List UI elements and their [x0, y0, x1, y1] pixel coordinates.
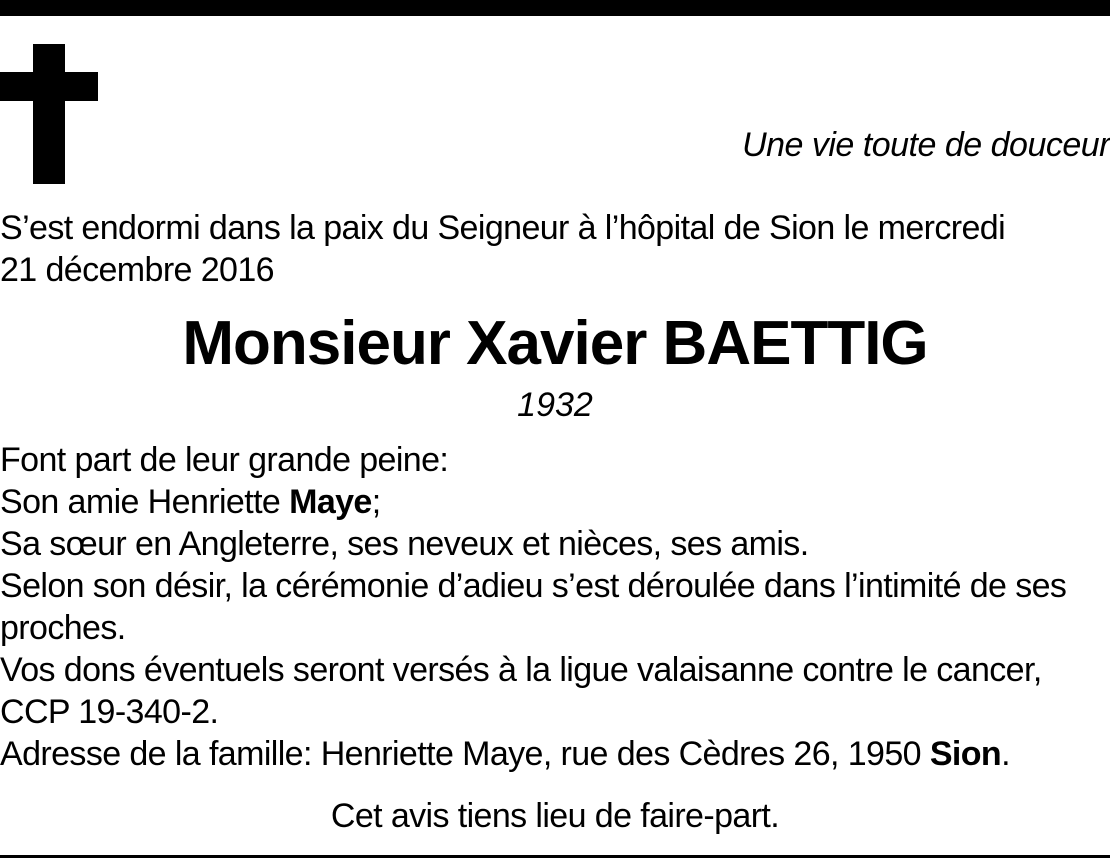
body-line-8	[0, 734, 1010, 774]
body-line-6: Vos dons éventuels seront versés à la ligue valaisanne contre le cancer,	[0, 651, 1042, 689]
closing-line: Cet avis tiens lieu de faire-part.	[330, 797, 780, 835]
partner-label: Son amie Henriette	[0, 483, 290, 521]
bottom-rule	[0, 855, 1110, 858]
cross-icon	[0, 44, 98, 184]
address-label: Adresse de la famille: Henriette Maye, rue des Cèdres 26, 1950	[0, 735, 930, 773]
partner-surname: Maye	[289, 483, 372, 521]
punctuation: ;	[371, 483, 381, 521]
address-city: Sion	[929, 735, 1002, 773]
top-rule	[0, 0, 1110, 16]
body-line-3: Sa sœur en Angleterre, ses neveux et nièces, ses amis.	[0, 525, 809, 563]
body-line-7: CCP 19-340-2.	[0, 693, 219, 731]
body-line-1: Font part de leur grande peine:	[0, 441, 449, 479]
intro-line-1: S’est endormi dans la paix du Seigneur à l’hôpital de Sion le mercredi	[0, 209, 1006, 247]
punctuation: .	[1001, 735, 1010, 773]
body-line-5: proches.	[0, 609, 126, 647]
birth-year: 1932	[517, 386, 593, 424]
motto: Une vie toute de douceur	[742, 126, 1110, 164]
body-line-2	[0, 482, 381, 522]
intro-line-2: 21 décembre 2016	[0, 251, 274, 289]
body-line-4: Selon son désir, la cérémonie d’adieu s’est déroulée dans l’intimité de ses	[0, 567, 1067, 605]
deceased-name: Monsieur Xavier BAETTIG	[182, 309, 928, 378]
